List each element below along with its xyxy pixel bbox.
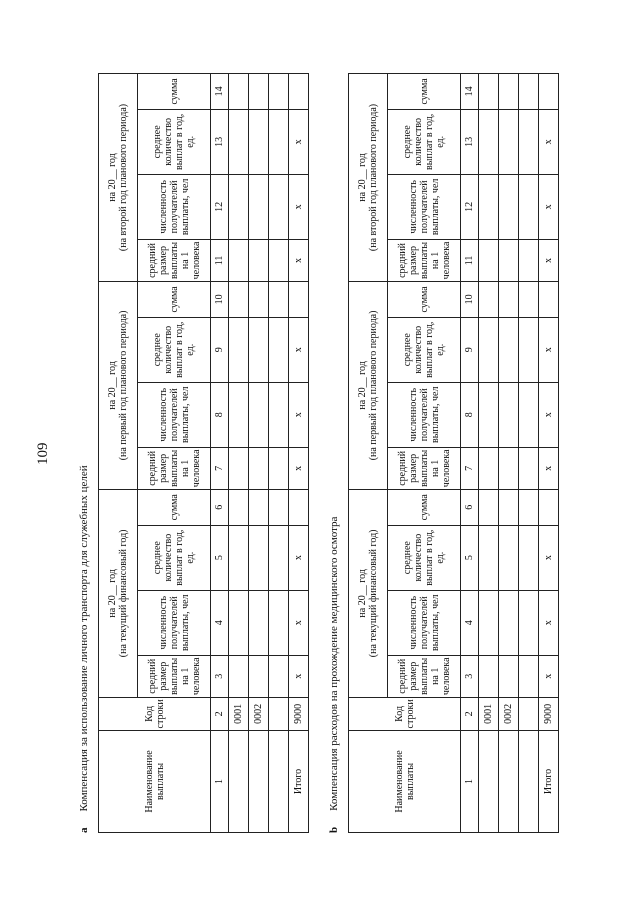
period-header [349,74,388,282]
value-cell [229,109,249,174]
column-number: 3 [211,655,229,697]
total-x-mark: x [539,317,559,382]
column-number: 11 [461,239,479,281]
sub-qty-header: среднее количество выплат в год, ед. [138,317,211,382]
value-cell [249,74,269,110]
total-code: 9000 [289,697,309,730]
row-code-cell [269,697,289,730]
col-name-header: Наименование выплаты [349,730,461,832]
column-number: 6 [461,489,479,525]
row-code-cell: 0002 [499,697,519,730]
value-cell [249,525,269,590]
value-cell [249,239,269,281]
value-cell [519,489,539,525]
table-row [269,74,289,833]
section-b-title: Компенсация расходов на прохождение медицинского осмотра [328,516,340,811]
value-cell [519,525,539,590]
period-desc: (на текущий финансовый год) [368,529,379,658]
period-desc: (на второй год планового периода) [118,103,129,252]
total-x-mark: x [289,174,309,239]
total-x-mark: x [289,447,309,489]
column-number: 7 [461,447,479,489]
column-number: 1 [211,730,229,832]
column-number: 10 [461,281,479,317]
sub-sum-header: сумма [138,489,211,525]
column-number-row [211,74,229,833]
section-a-letter: a [78,827,90,833]
value-cell [499,525,519,590]
sub-num-header: численность получателей выплаты, чел [388,382,461,447]
sub-qty-header: среднее количество выплат в год, ед. [138,109,211,174]
sub-avg-header: средний размер выплаты на 1 человека [388,239,461,281]
value-cell [479,174,499,239]
value-cell [519,382,539,447]
value-cell [269,382,289,447]
value-cell [249,109,269,174]
value-cell [479,590,499,655]
column-number: 12 [211,174,229,239]
column-number: 14 [211,74,229,110]
sub-avg-header: средний размер выплаты на 1 человека [138,447,211,489]
column-number: 9 [211,317,229,382]
value-cell [229,239,249,281]
value-cell [269,317,289,382]
total-x-mark: x [539,109,559,174]
sub-qty-header: среднее количество выплат в год, ед. [138,525,211,590]
page-number: 109 [35,442,51,465]
sub-num-header: численность получателей выплаты, чел [138,382,211,447]
column-number: 8 [211,382,229,447]
value-cell [499,74,519,110]
total-sum-cell [289,74,309,110]
table-row [519,74,539,833]
row-code-cell: 0001 [229,697,249,730]
value-cell [249,382,269,447]
value-cell [269,590,289,655]
column-number: 4 [461,590,479,655]
value-cell [229,525,249,590]
column-number: 1 [461,730,479,832]
period-desc: (на второй год планового периода) [368,103,379,252]
total-x-mark: x [539,655,559,697]
table-row [499,74,519,833]
column-number: 7 [211,447,229,489]
column-number: 3 [461,655,479,697]
period-desc: (на первый год планового периода) [368,310,379,461]
sub-num-header: численность получателей выплаты, чел [388,174,461,239]
value-cell [499,655,519,697]
column-number: 9 [461,317,479,382]
value-cell [249,174,269,239]
table-a [98,73,309,833]
period-desc: (на текущий финансовый год) [118,529,129,658]
period-header [99,281,138,489]
section-b-heading [328,517,340,833]
value-cell [229,447,249,489]
row-name-cell [229,730,249,832]
value-cell [499,239,519,281]
value-cell [479,239,499,281]
value-cell [519,239,539,281]
value-cell [499,489,519,525]
value-cell [229,317,249,382]
value-cell [249,489,269,525]
value-cell [499,382,519,447]
value-cell [479,109,499,174]
value-cell [519,109,539,174]
total-code: 9000 [539,697,559,730]
value-cell [479,447,499,489]
column-number: 14 [461,74,479,110]
total-x-mark: x [289,525,309,590]
sub-num-header: численность получателей выплаты, чел [388,590,461,655]
column-number: 2 [211,697,229,730]
value-cell [269,74,289,110]
value-cell [269,281,289,317]
header-row-periods [99,74,138,833]
period-desc: (на первый год планового периода) [118,310,129,461]
period-year: на 20__ год [107,153,118,202]
total-x-mark: x [289,109,309,174]
period-header [349,281,388,489]
row-code-cell: 0001 [479,697,499,730]
sub-qty-header: среднее количество выплат в год, ед. [388,317,461,382]
row-name-cell [249,730,269,832]
sub-sum-header: сумма [138,74,211,110]
value-cell [499,447,519,489]
table-row [479,74,499,833]
value-cell [229,382,249,447]
value-cell [479,525,499,590]
total-x-mark: x [539,239,559,281]
total-x-mark: x [539,174,559,239]
value-cell [229,74,249,110]
value-cell [269,109,289,174]
section-a-heading [78,465,90,833]
sub-avg-header: средний размер выплаты на 1 человека [138,655,211,697]
period-year: на 20__ год [357,569,368,618]
total-x-mark: x [289,655,309,697]
period-year: на 20__ год [357,153,368,202]
section-b-letter: b [328,826,340,833]
value-cell [519,317,539,382]
value-cell [229,590,249,655]
period-year: на 20__ год [107,361,118,410]
row-code-cell [519,697,539,730]
table-row [249,74,269,833]
total-x-mark: x [539,590,559,655]
value-cell [479,382,499,447]
total-x-mark: x [289,590,309,655]
value-cell [519,281,539,317]
value-cell [499,590,519,655]
value-cell [519,447,539,489]
col-code-header: Код строки [99,697,211,730]
value-cell [479,489,499,525]
period-header [349,489,388,697]
column-number: 13 [461,109,479,174]
value-cell [519,655,539,697]
total-x-mark: x [289,239,309,281]
value-cell [499,174,519,239]
header-row-periods [349,74,388,833]
column-number: 11 [211,239,229,281]
total-sum-cell [289,281,309,317]
value-cell [249,447,269,489]
value-cell [479,655,499,697]
column-number: 10 [211,281,229,317]
col-name-header: Наименование выплаты [99,730,211,832]
total-x-mark: x [539,525,559,590]
row-name-cell [479,730,499,832]
value-cell [229,281,249,317]
total-label: Итого [289,730,309,832]
value-cell [479,281,499,317]
total-x-mark: x [289,317,309,382]
total-x-mark: x [539,382,559,447]
column-number: 2 [461,697,479,730]
value-cell [479,74,499,110]
period-year: на 20__ год [107,569,118,618]
sub-sum-header: сумма [388,74,461,110]
column-number: 6 [211,489,229,525]
value-cell [249,281,269,317]
value-cell [519,174,539,239]
value-cell [229,174,249,239]
sub-avg-header: средний размер выплаты на 1 человека [388,447,461,489]
value-cell [249,655,269,697]
value-cell [269,489,289,525]
total-label: Итого [539,730,559,832]
sub-sum-header: сумма [388,281,461,317]
total-sum-cell [539,74,559,110]
sub-qty-header: среднее количество выплат в год, ед. [388,109,461,174]
column-number: 5 [211,525,229,590]
table-b [348,73,559,833]
value-cell [519,590,539,655]
total-sum-cell [539,489,559,525]
period-header [99,489,138,697]
table-row [229,74,249,833]
value-cell [269,239,289,281]
sub-avg-header: средний размер выплаты на 1 человека [138,239,211,281]
total-row [289,74,309,833]
sub-sum-header: сумма [138,281,211,317]
value-cell [269,447,289,489]
row-name-cell [269,730,289,832]
period-header [99,74,138,282]
value-cell [499,317,519,382]
value-cell [229,655,249,697]
column-number: 13 [211,109,229,174]
value-cell [269,655,289,697]
sub-sum-header: сумма [388,489,461,525]
sub-num-header: численность получателей выплаты, чел [138,590,211,655]
value-cell [229,489,249,525]
sub-qty-header: среднее количество выплат в год, ед. [388,525,461,590]
total-sum-cell [289,489,309,525]
value-cell [249,317,269,382]
col-code-header: Код строки [349,697,461,730]
value-cell [269,174,289,239]
column-number-row [461,74,479,833]
value-cell [249,590,269,655]
row-code-cell: 0002 [249,697,269,730]
sub-avg-header: средний размер выплаты на 1 человека [388,655,461,697]
total-x-mark: x [539,447,559,489]
sub-num-header: численность получателей выплаты, чел [138,174,211,239]
column-number: 8 [461,382,479,447]
value-cell [519,74,539,110]
value-cell [269,525,289,590]
total-sum-cell [539,281,559,317]
column-number: 5 [461,525,479,590]
total-x-mark: x [289,382,309,447]
value-cell [479,317,499,382]
period-year: на 20__ год [357,361,368,410]
column-number: 12 [461,174,479,239]
section-a-title: Компенсация за использование личного транспорта для служебных целей [78,465,90,812]
value-cell [499,109,519,174]
row-name-cell [519,730,539,832]
column-number: 4 [211,590,229,655]
value-cell [499,281,519,317]
total-row [539,74,559,833]
row-name-cell [499,730,519,832]
